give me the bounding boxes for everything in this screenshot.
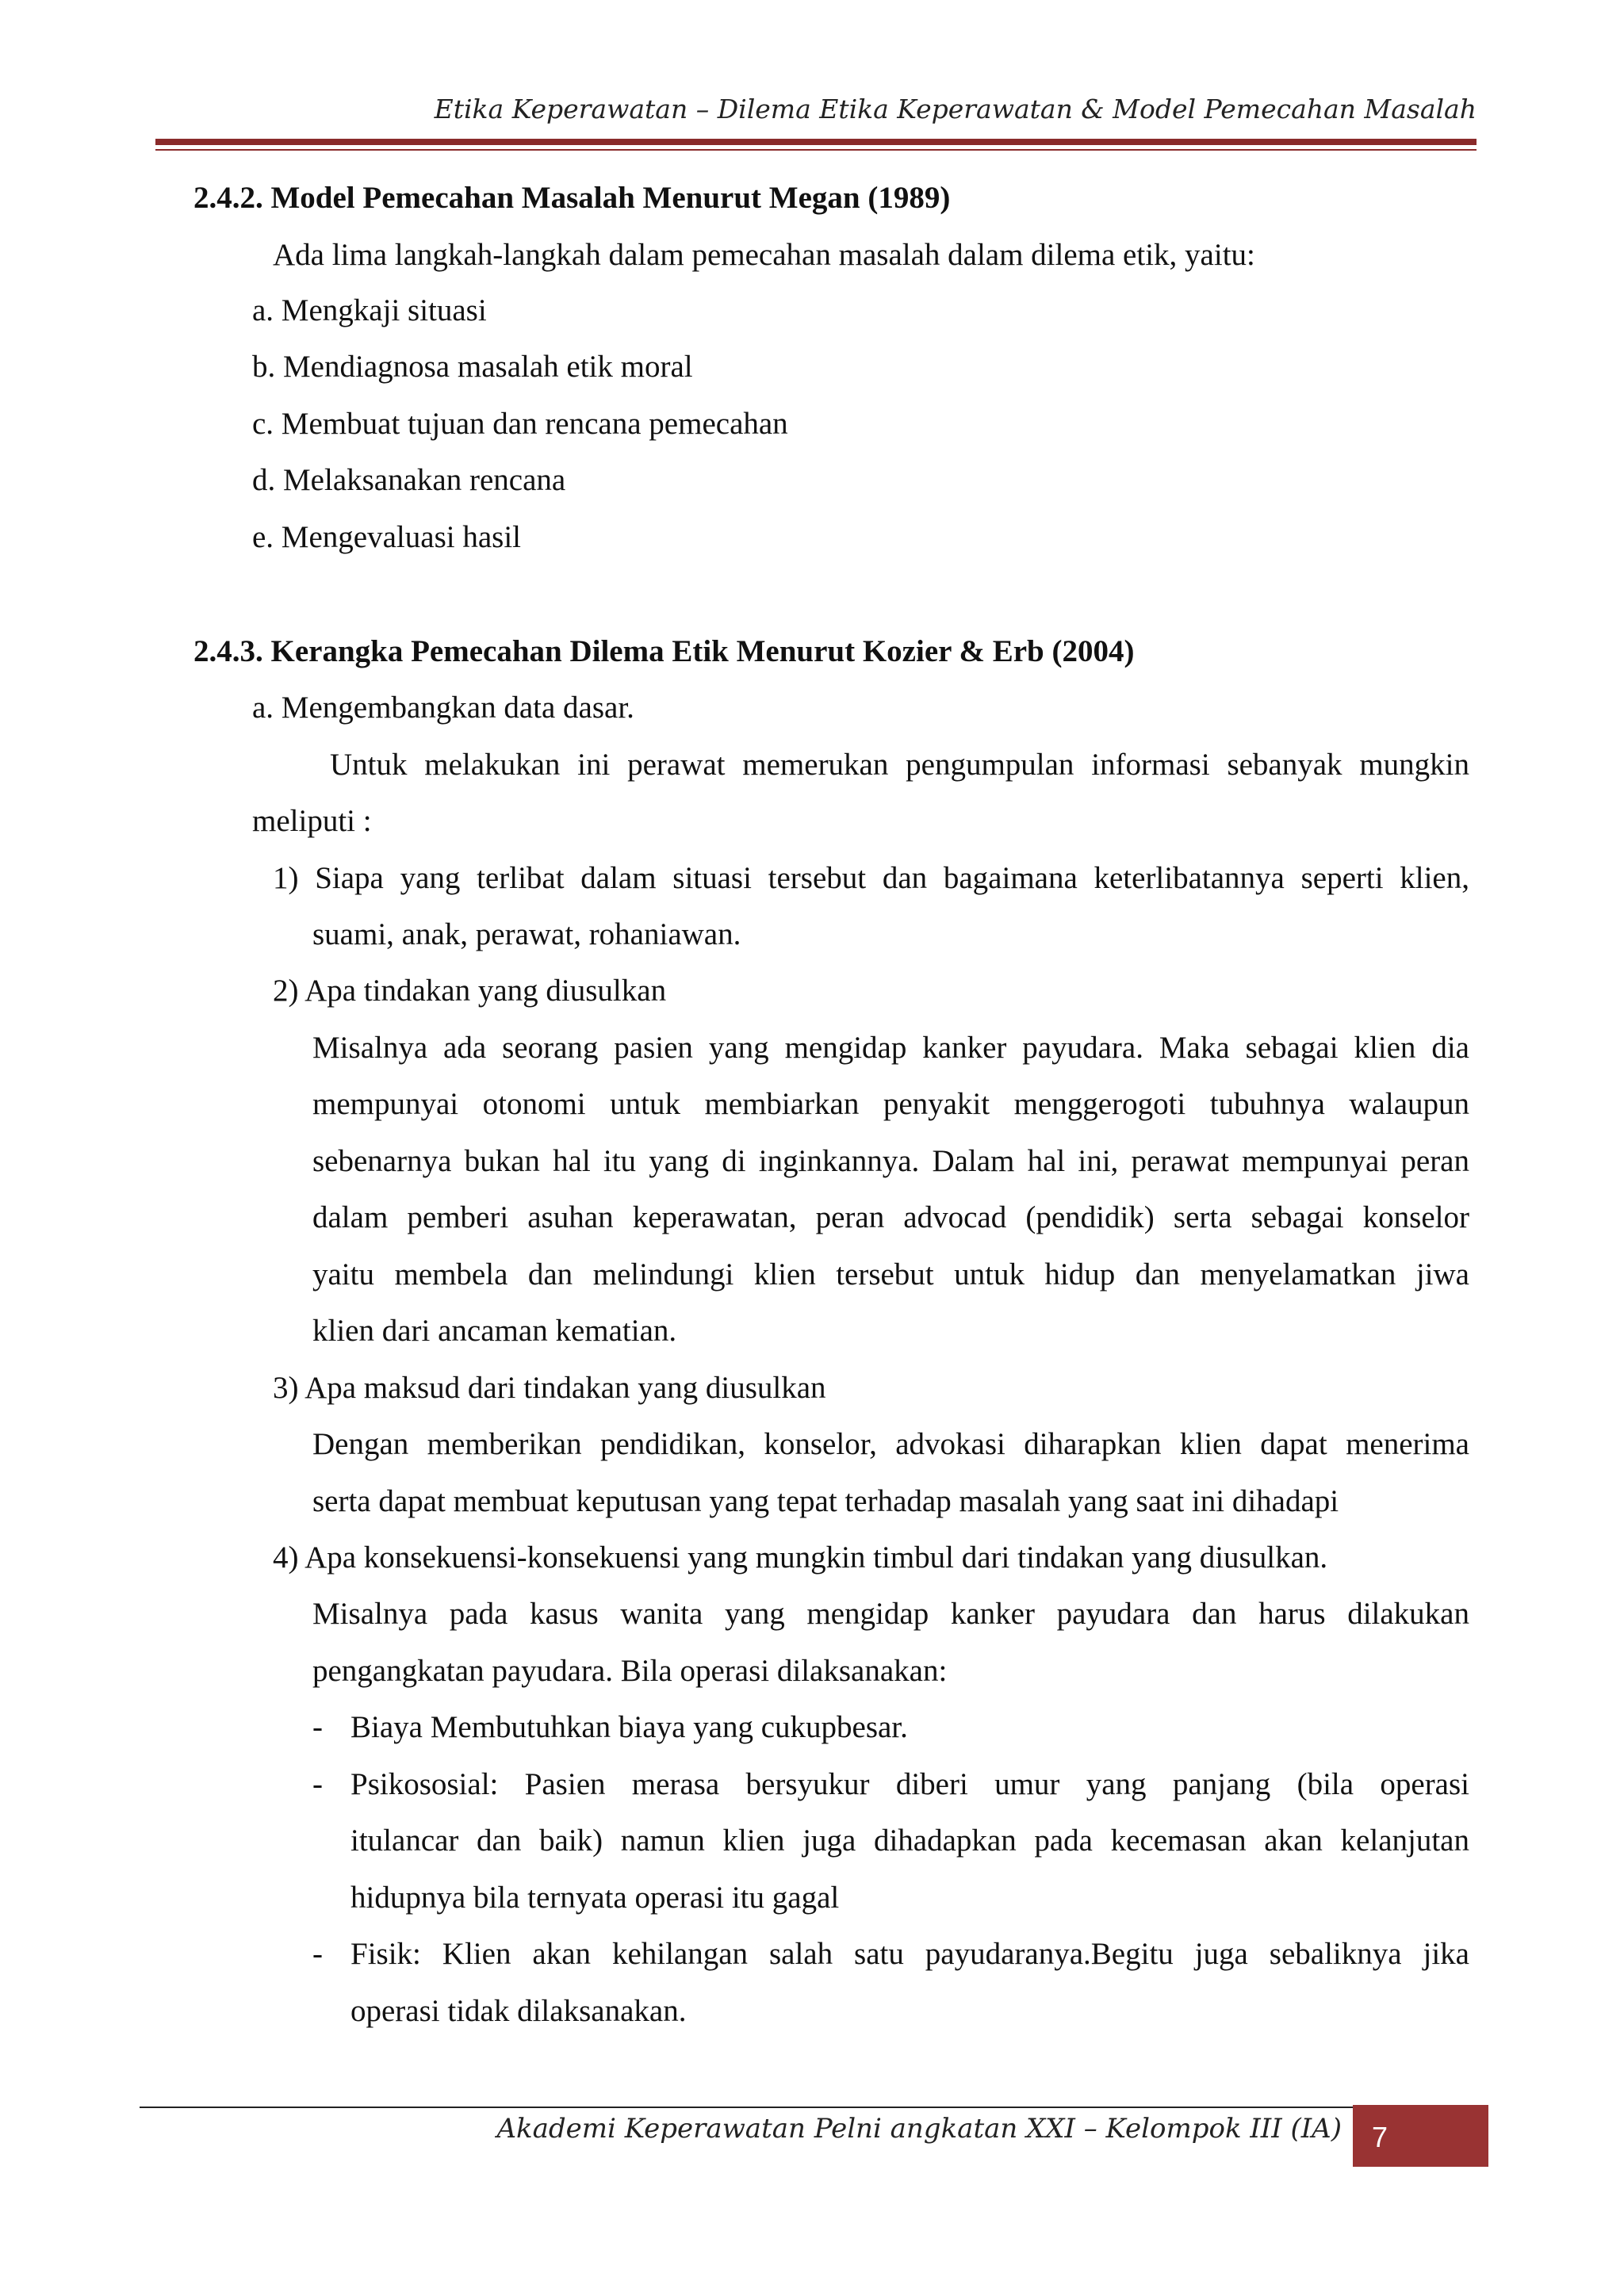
- list-item: a. Mengembangkan data dasar.: [252, 691, 634, 725]
- paragraph-line: sebenarnya bukan hal itu yang di inginkannya. Dalam hal ini, perawat mempunyai peran: [312, 1144, 1469, 1178]
- paragraph-line: yaitu membela dan melindungi klien tersebut untuk hidup dan menyelamatkan jiwa: [312, 1257, 1469, 1292]
- paragraph-line: operasi tidak dilaksanakan.: [350, 1994, 687, 2028]
- paragraph-line: Misalnya pada kasus wanita yang mengidap kanker payudara dan harus dilakukan: [312, 1597, 1469, 1631]
- paragraph-line: dalam pemberi asuhan keperawatan, peran advocad (pendidik) serta sebagai konselor: [312, 1200, 1469, 1234]
- page-number: 7: [1372, 2121, 1388, 2153]
- numbered-item: 3) Apa maksud dari tindakan yang diusulkan: [273, 1371, 826, 1405]
- page-number-badge: [1353, 2105, 1488, 2167]
- paragraph-line: pengangkatan payudara. Bila operasi dilaksanakan:: [312, 1654, 948, 1688]
- bullet-item: Psikososial: Pasien merasa bersyukur diberi umur yang panjang (bila operasi: [350, 1767, 1469, 1801]
- running-footer: Akademi Keperawatan Pelni angkatan XXI – Kelompok III (IA): [496, 2113, 1342, 2145]
- paragraph-line: Dengan memberikan pendidikan, konselor, advokasi diharapkan klien dapat menerima: [312, 1427, 1469, 1461]
- paragraph-line: suami, anak, perawat, rohaniawan.: [312, 917, 741, 951]
- bullet-item: Biaya Membutuhkan biaya yang cukupbesar.: [350, 1710, 908, 1744]
- paragraph-line: serta dapat membuat keputusan yang tepat terhadap masalah yang saat ini dihadapi: [312, 1484, 1339, 1518]
- paragraph-line: itulancar dan baik) namun klien juga dihadapkan pada kecemasan akan kelanjutan: [350, 1823, 1469, 1858]
- header-rule: [155, 139, 1477, 145]
- running-header: Etika Keperawatan – Dilema Etika Keperawatan & Model Pemecahan Masalah: [434, 94, 1477, 124]
- paragraph-line: Untuk melakukan ini perawat memerukan pengumpulan informasi sebanyak mungkin: [330, 748, 1469, 782]
- numbered-item: 2) Apa tindakan yang diusulkan: [273, 974, 667, 1008]
- paragraph-line: meliputi :: [252, 804, 372, 838]
- paragraph-line: klien dari ancaman kematian.: [312, 1314, 677, 1348]
- paragraph-line: hidupnya bila ternyata operasi itu gagal: [350, 1881, 840, 1915]
- bullet-dash: -: [312, 1937, 323, 1971]
- numbered-item: 4) Apa konsekuensi-konsekuensi yang mungkin timbul dari tindakan yang diusulkan.: [273, 1540, 1328, 1575]
- list-item: e. Mengevaluasi hasil: [252, 520, 521, 554]
- footer-rule: [140, 2107, 1353, 2108]
- paragraph-line: mempunyai otonomi untuk membiarkan penyakit menggerogoti tubuhnya walaupun: [312, 1087, 1469, 1121]
- section-heading-2-4-3: 2.4.3. Kerangka Pemecahan Dilema Etik Menurut Kozier & Erb (2004): [193, 634, 1135, 668]
- bullet-dash: -: [312, 1710, 323, 1744]
- list-item: c. Membuat tujuan dan rencana pemecahan: [252, 407, 788, 441]
- list-item: d. Melaksanakan rencana: [252, 463, 566, 497]
- section-intro: Ada lima langkah-langkah dalam pemecahan masalah dalam dilema etik, yaitu:: [273, 238, 1255, 272]
- header-rule-thin: [155, 149, 1477, 151]
- bullet-dash: -: [312, 1767, 323, 1801]
- bullet-item: Fisik: Klien akan kehilangan salah satu payudaranya.Begitu juga sebaliknya jika: [350, 1937, 1469, 1971]
- paragraph-line: Misalnya ada seorang pasien yang mengidap kanker payudara. Maka sebagai klien dia: [312, 1031, 1469, 1065]
- list-item: a. Mengkaji situasi: [252, 293, 487, 327]
- list-item: b. Mendiagnosa masalah etik moral: [252, 350, 693, 384]
- section-heading-2-4-2: 2.4.2. Model Pemecahan Masalah Menurut Megan (1989): [193, 181, 951, 215]
- numbered-item: 1) Siapa yang terlibat dalam situasi tersebut dan bagaimana keterlibatannya seperti klien,: [273, 861, 1469, 895]
